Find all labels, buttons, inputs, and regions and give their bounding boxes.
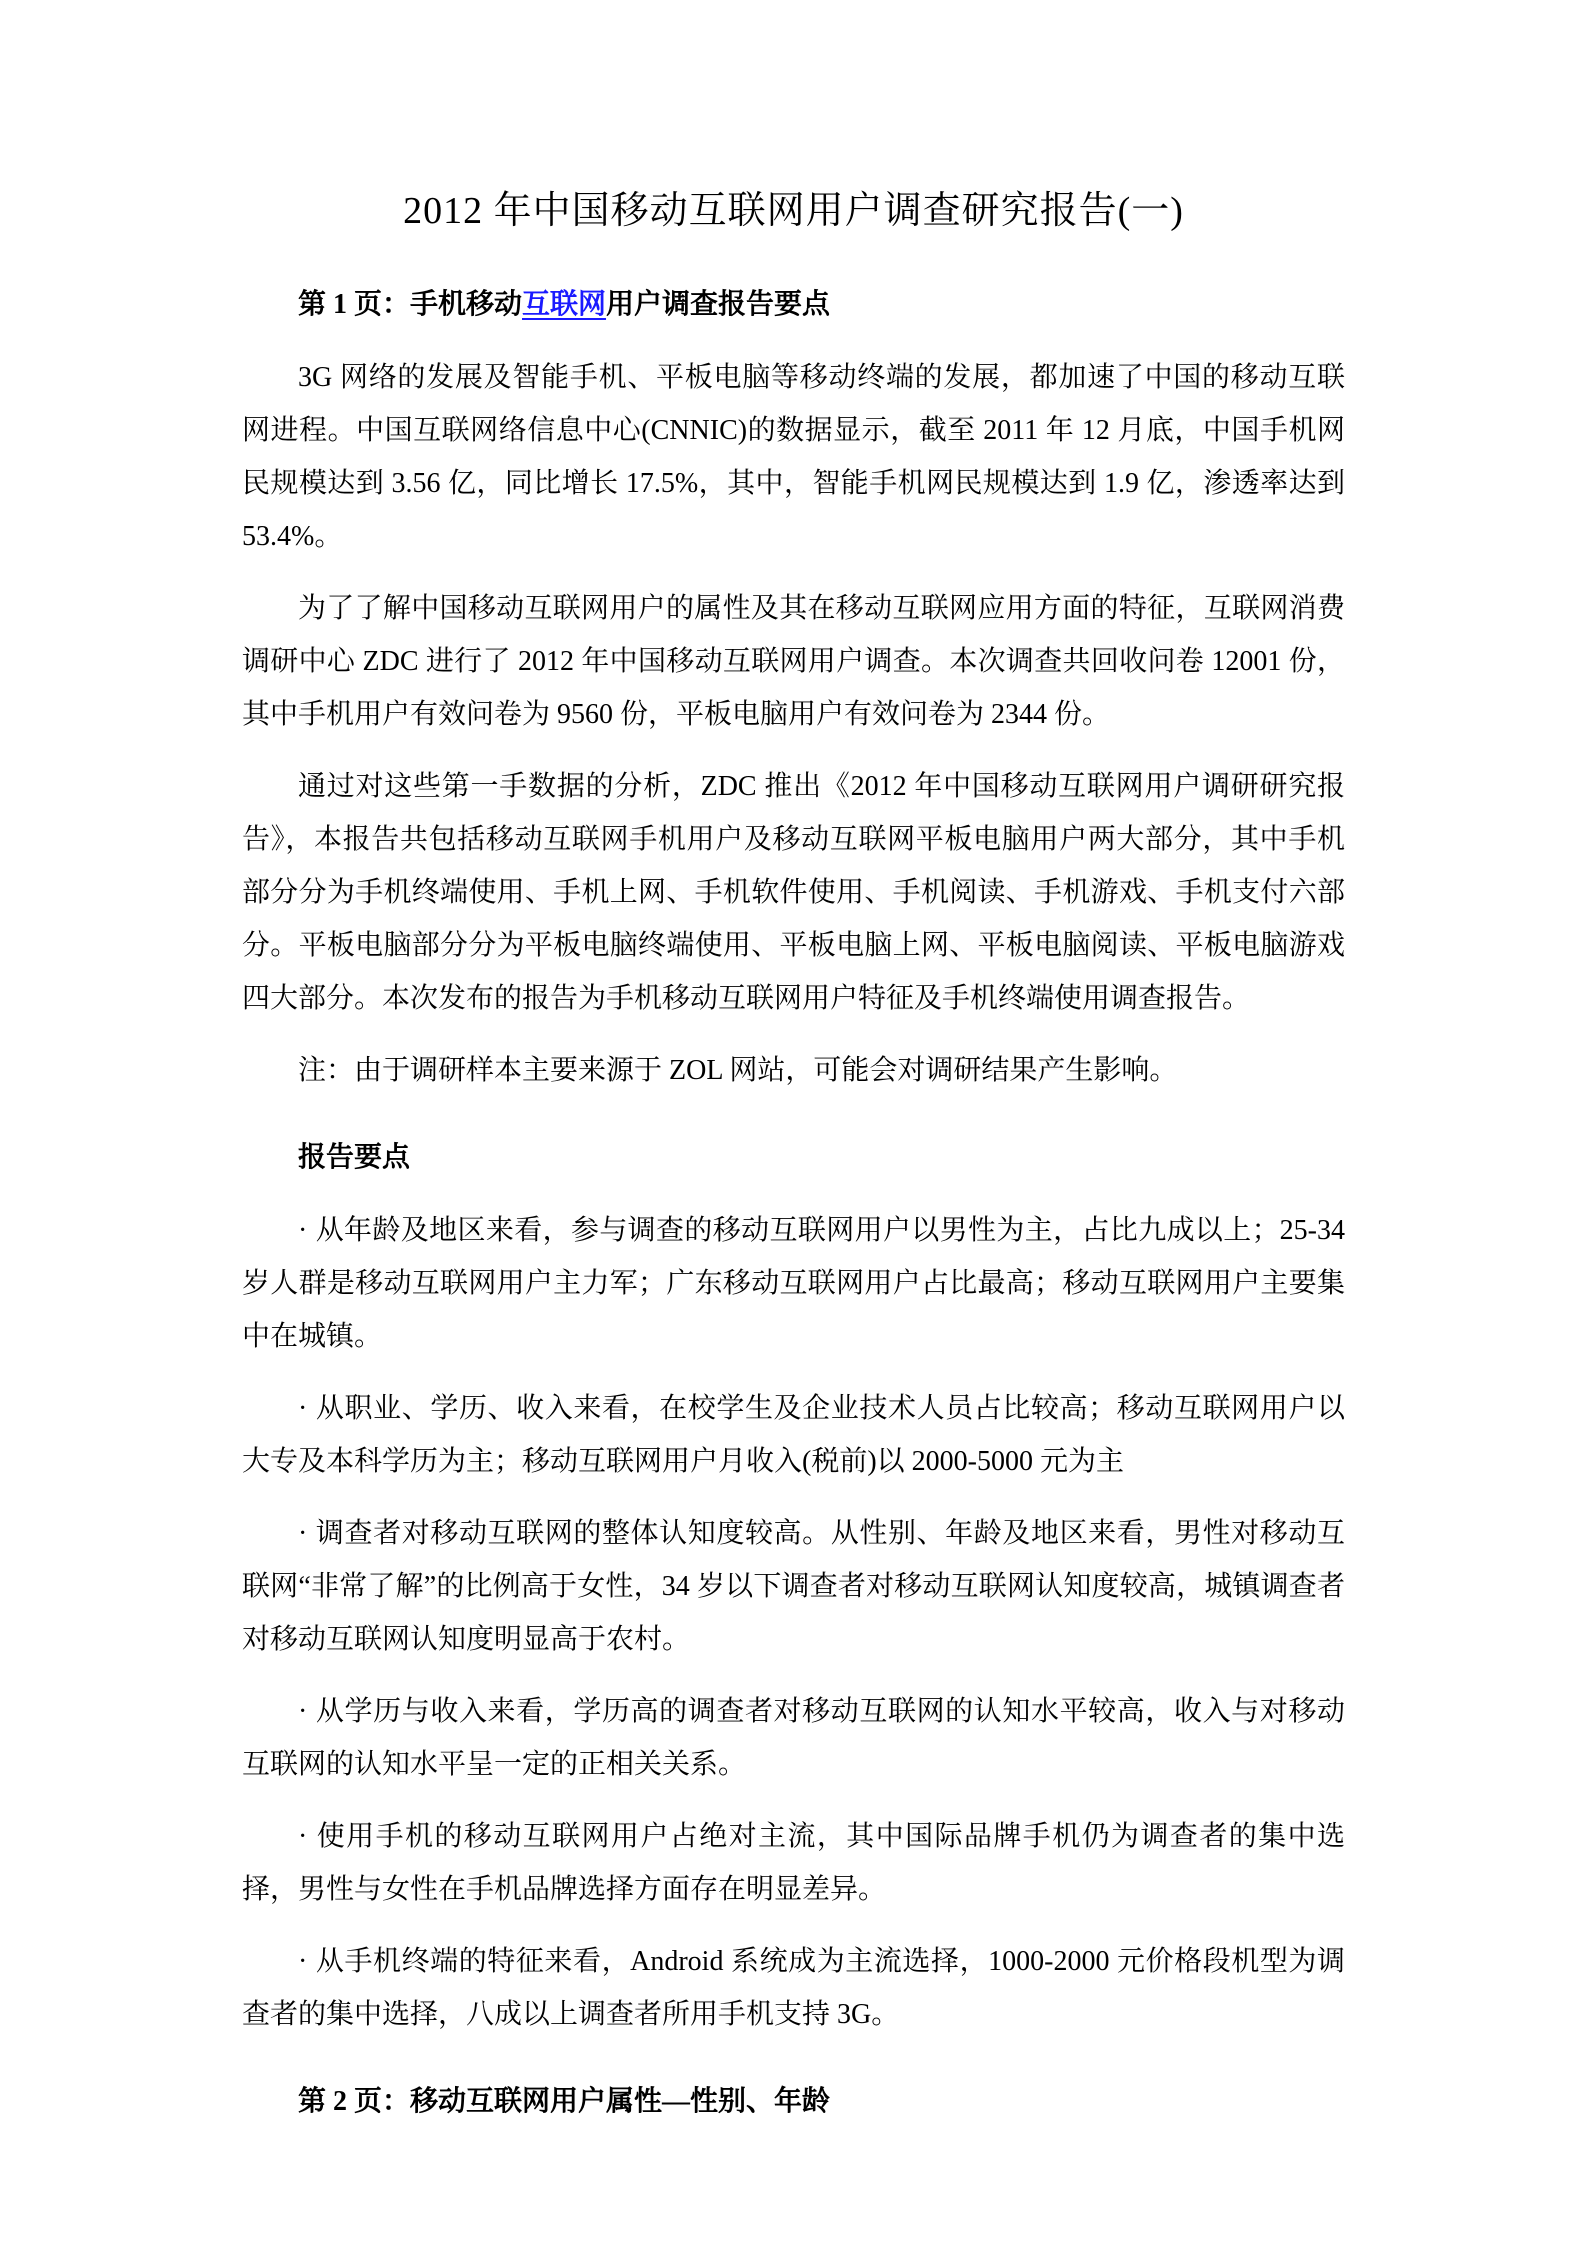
bullet-item-phone-brand [242, 1810, 1345, 1916]
bullet-marker: · [298, 1821, 308, 1852]
bullet-marker: · [298, 1393, 308, 1424]
bullet-item-android-price [242, 1935, 1345, 2041]
document-title: 2012 年中国移动互联网用户调查研究报告(一) [403, 190, 1184, 232]
section-1-heading [242, 278, 1345, 331]
bullet-item-age-region [242, 1204, 1345, 1363]
bullet-marker: · [298, 1518, 308, 1549]
bullet-text: 调查者对移动互联网的整体认知度较高。从性别、年龄及地区来看，男性对移动互联网“非常了解”的比例高于女性，34 岁以下调查者对移动互联网认知度较高，城镇调查者对移动互联网认知度明显高于农村。 [242, 1518, 1345, 1655]
key-points-heading: 报告要点 [298, 1142, 411, 1173]
section-2-heading: 第 2 页：移动互联网用户属性—性别、年龄 [298, 2086, 831, 2117]
paragraph-report-structure: 通过对这些第一手数据的分析，ZDC 推出《2012 年中国移动互联网用户调研研究报告》，本报告共包括移动互联网手机用户及移动互联网平板电脑用户两大部分，其中手机部分分为手机终端使用、手机上网、手机软件使用、手机阅读、手机游戏、手机支付六部分。平板电脑部分分为平板电脑终端使用、平板电脑上网、平板电脑阅读、平板电脑游戏四大部分。本次发布的报告为手机移动互联网用户特征及手机终端使用调查报告。 [242, 771, 1345, 1014]
bullet-item-education-correlation [242, 1685, 1345, 1791]
internet-link[interactable]: 互联网 [522, 289, 607, 320]
bullet-marker: · [298, 1696, 308, 1727]
paragraph-3g-background: 3G 网络的发展及智能手机、平板电脑等移动终端的发展，都加速了中国的移动互联网进程。中国互联网络信息中心(CNNIC)的数据显示，截至 2011 年 12 月底，中国手机网民规模达到 3.56 亿，同比增长 17.5%，其中，智能手机网民规模达到 1.9 亿，渗透率达到 53.4%。 [242, 362, 1345, 552]
bullet-text: 从职业、学历、收入来看，在校学生及企业技术人员占比较高；移动互联网用户以大专及本科学历为主；移动互联网用户月收入(税前)以 2000-5000 元为主 [242, 1393, 1345, 1477]
paragraph-survey-overview: 为了了解中国移动互联网用户的属性及其在移动互联网应用方面的特征，互联网消费调研中心 ZDC 进行了 2012 年中国移动互联网用户调查。本次调查共回收问卷 12001 份，其中手机用户有效问卷为 9560 份，平板电脑用户有效问卷为 2344 份。 [242, 593, 1345, 730]
paragraph-note: 注：由于调研样本主要来源于 ZOL 网站，可能会对调研结果产生影响。 [298, 1055, 1178, 1086]
bullet-text: 使用手机的移动互联网用户占绝对主流，其中国际品牌手机仍为调查者的集中选择，男性与女性在手机品牌选择方面存在明显差异。 [242, 1821, 1345, 1905]
bullet-marker: · [298, 1215, 308, 1246]
bullet-text: 从年龄及地区来看，参与调查的移动互联网用户以男性为主，占比九成以上；25-34 岁人群是移动互联网用户主力军；广东移动互联网用户占比最高；移动互联网用户主要集中在城镇。 [242, 1215, 1345, 1352]
bullet-item-awareness [242, 1507, 1345, 1666]
bullet-text: 从学历与收入来看，学历高的调查者对移动互联网的认知水平较高，收入与对移动互联网的认知水平呈一定的正相关关系。 [242, 1696, 1345, 1780]
section-1-heading-prefix: 第 1 页：手机移动 [298, 289, 523, 320]
section-1-heading-suffix: 用户调查报告要点 [606, 289, 831, 320]
bullet-marker: · [298, 1946, 308, 1977]
bullet-text: 从手机终端的特征来看，Android 系统成为主流选择，1000-2000 元价格段机型为调查者的集中选择，八成以上调查者所用手机支持 3G。 [242, 1946, 1345, 2030]
bullet-item-occupation-income [242, 1382, 1345, 1488]
